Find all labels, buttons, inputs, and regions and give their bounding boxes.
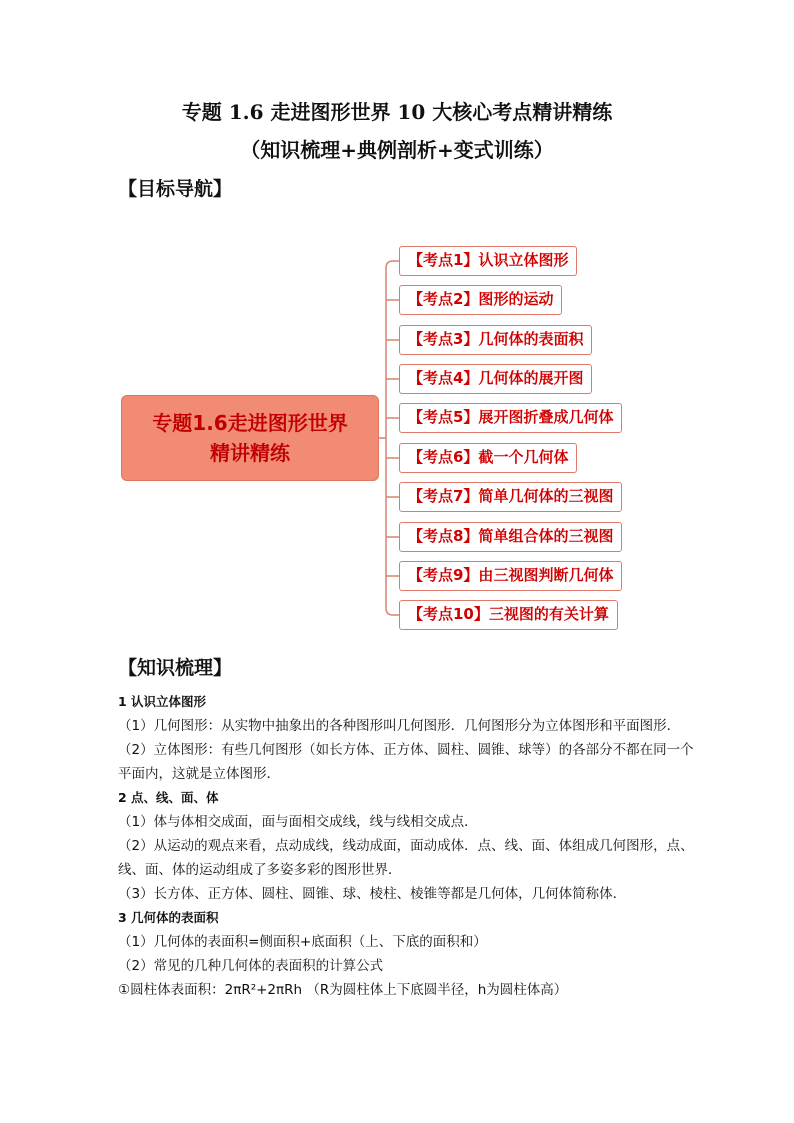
- mindmap-node-9: 【考点9】由三视图判断几何体: [399, 561, 622, 591]
- mindmap-node-4: 【考点4】几何体的展开图: [399, 364, 592, 394]
- mindmap-root-line2: 精讲精练: [210, 441, 290, 465]
- section-heading-knowledge: 【知识梳理】: [118, 657, 233, 679]
- mindmap-node-10: 【考点10】三视图的有关计算: [399, 600, 618, 630]
- knowledge-heading-2: 2 点、线、面、体: [118, 790, 219, 805]
- mindmap-root-line1: 专题1.6走进图形世界: [152, 411, 348, 435]
- knowledge-heading-3: 3 几何体的表面积: [118, 910, 219, 925]
- knowledge-heading-1: 1 认识立体图形: [118, 694, 207, 709]
- knowledge-paragraph: （2）常见的几种几何体的表面积的计算公式: [118, 958, 384, 974]
- knowledge-paragraph: （2）立体图形：有些几何图形（如长方体、正方体、圆柱、圆锥、球等）的各部分不都在同一个平面内，这就是立体图形．: [118, 742, 694, 782]
- knowledge-body: [118, 690, 698, 1002]
- mindmap-node-8: 【考点8】简单组合体的三视图: [399, 522, 622, 552]
- page-title: 专题 1.6 走进图形世界 10 大核心考点精讲精练: [181, 100, 613, 124]
- knowledge-paragraph: （3）长方体、正方体、圆柱、圆锥、球、棱柱、棱锥等都是几何体，几何体简称体．: [118, 886, 627, 902]
- knowledge-paragraph: （1）几何体的表面积=侧面积+底面积（上、下底的面积和）: [118, 934, 487, 950]
- mindmap-node-7: 【考点7】简单几何体的三视图: [399, 482, 622, 512]
- knowledge-paragraph: （1）几何图形：从实物中抽象出的各种图形叫几何图形．几何图形分为立体图形和平面图形．: [118, 718, 681, 734]
- mindmap-root: [121, 395, 379, 481]
- section-heading-nav: 【目标导航】: [118, 178, 233, 200]
- page-subtitle: （知识梳理+典例剖析+变式训练）: [240, 138, 554, 162]
- mindmap-node-2: 【考点2】图形的运动: [399, 285, 562, 315]
- knowledge-paragraph: ①圆柱体表面积：2πR²+2πRh （R为圆柱体上下底圆半径，h为圆柱体高）: [118, 982, 568, 998]
- knowledge-paragraph: （1）体与体相交成面，面与面相交成线，线与线相交成点．: [118, 814, 478, 830]
- mindmap-node-5: 【考点5】展开图折叠成几何体: [399, 403, 622, 433]
- mindmap-node-6: 【考点6】截一个几何体: [399, 443, 577, 473]
- mindmap-node-3: 【考点3】几何体的表面积: [399, 325, 592, 355]
- knowledge-paragraph: （2）从运动的观点来看，点动成线，线动成面，面动成体．点、线、面、体组成几何图形，点、线、面、体的运动组成了多姿多彩的图形世界．: [118, 838, 694, 878]
- mindmap-node-1: 【考点1】认识立体图形: [399, 246, 577, 276]
